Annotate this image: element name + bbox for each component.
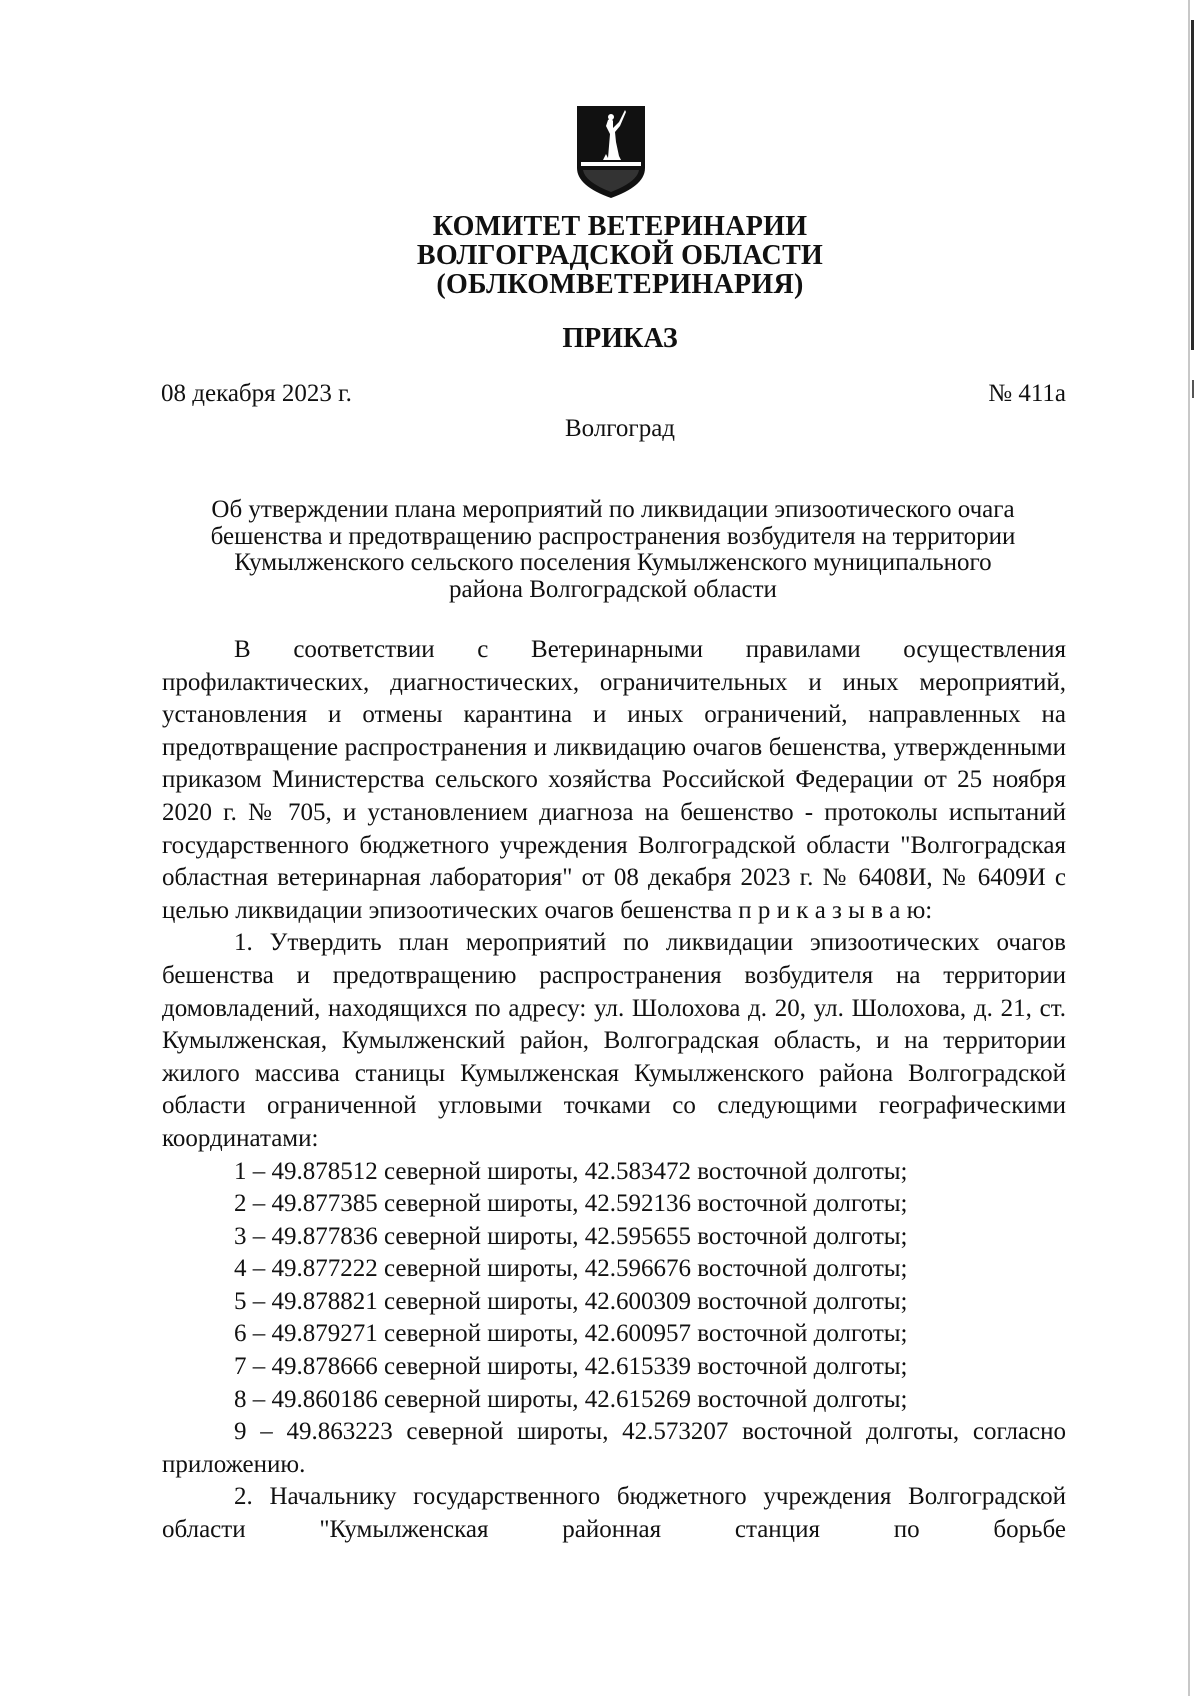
item-1: 1. Утвердить план мероприятий по ликвидации эпизоотических очагов бешенства и предотвращению распространения возбудителя на территории домовладений, находящихся по адресу: ул. Шолохова д. 20, ул. Шолохова, д. 21, ст. Кумылженская, Кумылженский район, Волгоградская область, и на территории жилого массива станицы Кумылженская Кумылженского района Волгоградской области ограниченной угловыми точками со следующими географическими координатами: — [162, 929, 1066, 1152]
coordinates-list — [162, 1156, 1066, 1417]
coordinate-item-last: 9 – 49.863223 северной широты, 42.573207 восточной долготы, согласно приложению. — [162, 1418, 1066, 1478]
coordinate-item: 7 – 49.878666 северной широты, 42.615339 восточной долготы; — [234, 1353, 908, 1381]
document-number: № 411а — [988, 380, 1066, 407]
scan-edge — [1188, 0, 1190, 1696]
document-body — [162, 634, 1066, 1547]
preamble-text: В соответствии с Ветеринарными правилами осуществления профилактических, диагностических, ограничительных и иных мероприятий, установления и отмены карантина и иных ограничений, направленных на предотвращение распространения и ликвидацию очагов бешенства, утвержденными приказом Министерства сельского хозяйства Российской Федерации от 25 ноября 2020 г. № 705, и установлением диагноза на бешенство - протоколы испытаний государственного бюджетного учреждения Волгоградской области "Волгоградская областная ветеринарная лаборатория" от 08 декабря 2023 г. № 6408И, № 6409И с целью ликвидации эпизоотических очагов бешенства — [162, 636, 1066, 924]
coordinate-item: 6 – 49.879271 северной широты, 42.600957 восточной долготы; — [234, 1320, 908, 1348]
document-subject — [160, 497, 1066, 603]
coordinate-item: 8 – 49.860186 северной широты, 42.615269 восточной долготы; — [234, 1385, 908, 1413]
scan-mark — [1192, 380, 1194, 398]
document-city: Волгоград — [564, 415, 676, 442]
org-line: КОМИТЕТ ВЕТЕРИНАРИИ — [432, 211, 808, 242]
scan-mark — [1191, 20, 1194, 350]
org-line: ВОЛГОГРАДСКОЙ ОБЛАСТИ — [416, 240, 824, 271]
coordinate-item: 5 – 49.878821 северной широты, 42.600309 восточной долготы; — [234, 1287, 908, 1315]
preamble-paragraph — [162, 634, 1066, 927]
org-line: (ОБЛКОМВЕТЕРИНАРИЯ) — [436, 269, 804, 300]
coordinate-item: 2 – 49.877385 северной широты, 42.592136 восточной долготы; — [234, 1190, 908, 1218]
subject-line: Кумылженского сельского поселения Кумылженского муниципального — [234, 549, 992, 576]
volgograd-coat-of-arms-icon — [575, 104, 647, 200]
organization-name — [300, 212, 940, 299]
item-2: 2. Начальнику государственного бюджетного учреждения Волгоградской области "Кумылженская районная станция по борьбе — [162, 1483, 1066, 1544]
order-word: п р и к а з ы в а ю: — [738, 896, 933, 924]
coordinate-item: 4 – 49.877222 северной широты, 42.596676 восточной долготы; — [234, 1255, 908, 1283]
subject-line: бешенства и предотвращению распространения возбудителя на территории — [210, 522, 1016, 550]
subject-line: района Волгоградской области — [449, 575, 777, 603]
document-date: 08 декабря 2023 г. — [161, 380, 352, 407]
document-type: ПРИКАЗ — [562, 323, 678, 354]
subject-line: Об утверждении плана мероприятий по ликвидации эпизоотического очага — [211, 496, 1015, 523]
coordinate-item: 3 – 49.877836 северной широты, 42.595655 восточной долготы; — [234, 1222, 908, 1250]
coordinate-item: 1 – 49.878512 северной широты, 42.583472 восточной долготы; — [234, 1157, 908, 1185]
